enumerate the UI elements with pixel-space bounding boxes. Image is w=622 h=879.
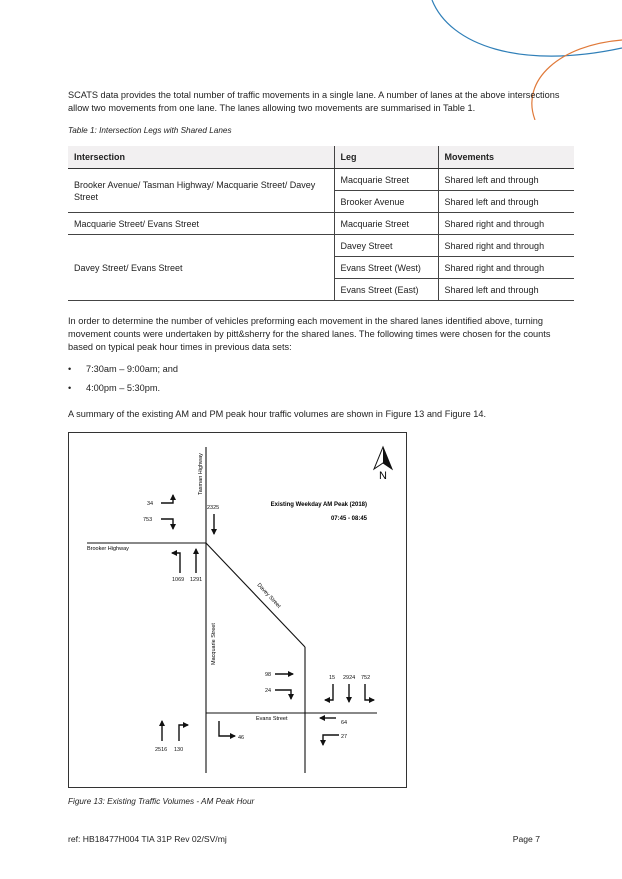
movements-cell: Shared right and through bbox=[438, 213, 574, 235]
volume-label: 64 bbox=[341, 720, 348, 726]
volume-label: 27 bbox=[341, 734, 348, 740]
page-number: Page 7 bbox=[512, 834, 540, 844]
north-label: N bbox=[379, 470, 387, 482]
volume-label: 2516 bbox=[155, 747, 168, 753]
volume-label: 130 bbox=[174, 747, 184, 753]
intersection-cell: Brooker Avenue/ Tasman Highway/ Macquarie Street/ Davey Street bbox=[68, 169, 334, 213]
leg-cell: Macquarie Street bbox=[334, 169, 438, 191]
leg-cell: Macquarie Street bbox=[334, 213, 438, 235]
method-paragraph: In order to determine the number of vehicles preforming each movement in the shared lanes identified above, turning movement counts were undertaken by pitt&sherry for the shared lanes. The following times were chosen for the counts based on typical peak hour times in previous data sets: bbox=[68, 316, 551, 352]
volume-label: 752 bbox=[361, 675, 371, 681]
movement-arrow-15 bbox=[325, 684, 333, 700]
summary-paragraph: A summary of the existing AM and PM peak hour traffic volumes are shown in Figure 13 and Figure 14. bbox=[68, 409, 487, 419]
footer-reference: ref: HB18477H004 TIA 31P Rev 02/SV/mj bbox=[68, 834, 227, 844]
davey-street-label: Davey Street bbox=[255, 582, 282, 610]
table-caption: Table 1: Intersection Legs with Shared Lanes bbox=[68, 126, 232, 135]
volume-label: 46 bbox=[238, 735, 245, 741]
volume-label: 98 bbox=[265, 672, 272, 678]
movement-arrow-24 bbox=[275, 690, 291, 699]
table-row bbox=[68, 235, 574, 257]
brooker-highway-label: Brooker Highway bbox=[87, 546, 129, 552]
movement-arrow-34 bbox=[161, 495, 173, 503]
movements-cell: Shared right and through bbox=[438, 235, 574, 257]
movement-arrow-1069 bbox=[172, 553, 180, 573]
movements-cell: Shared right and through bbox=[438, 257, 574, 279]
volume-label: 24 bbox=[265, 688, 272, 694]
leg-cell: Evans Street (West) bbox=[334, 257, 438, 279]
network-svg bbox=[69, 433, 408, 789]
shared-lanes-table bbox=[68, 146, 574, 301]
figure-13-diagram bbox=[68, 432, 407, 788]
leg-cell: Davey Street bbox=[334, 235, 438, 257]
movements-cell: Shared left and through bbox=[438, 191, 574, 213]
header-leg: Leg bbox=[334, 146, 438, 169]
volume-label: 753 bbox=[143, 517, 153, 523]
volume-label: 15 bbox=[329, 675, 336, 681]
header-movements: Movements bbox=[438, 146, 574, 169]
volume-label: 1069 bbox=[172, 577, 185, 583]
blue-curve bbox=[432, 0, 622, 56]
table-row bbox=[68, 213, 574, 235]
figure-period: 07:45 - 08:45 bbox=[330, 516, 367, 522]
leg-cell: Brooker Avenue bbox=[334, 191, 438, 213]
volume-label: 34 bbox=[147, 501, 154, 507]
intro-paragraph: SCATS data provides the total number of traffic movements in a single lane. A number of lanes at the above intersections allow two movements from one lane. The lanes allowing two movements are summarised in Table 1. bbox=[68, 90, 560, 113]
volume-label: 1291 bbox=[190, 577, 203, 583]
movement-arrow-27 bbox=[323, 735, 339, 745]
evans-street-label: Evans Street bbox=[256, 716, 288, 722]
intersection-cell: Davey Street/ Evans Street bbox=[68, 235, 334, 301]
count-times-list bbox=[68, 363, 178, 401]
list-item: • 4:00pm – 5:30pm. bbox=[68, 382, 178, 401]
movement-arrow-46 bbox=[219, 721, 235, 736]
davey-street-road bbox=[206, 543, 305, 647]
volume-label: 2325 bbox=[207, 505, 220, 511]
list-item: • 7:30am – 9:00am; and bbox=[68, 363, 178, 382]
figure-caption: Figure 13: Existing Traffic Volumes - AM Peak Hour bbox=[68, 797, 255, 806]
movements-cell: Shared left and through bbox=[438, 169, 574, 191]
header-intersection: Intersection bbox=[68, 146, 334, 169]
intersection-cell: Macquarie Street/ Evans Street bbox=[68, 213, 334, 235]
volume-label: 2924 bbox=[343, 675, 356, 681]
movement-arrow-130 bbox=[179, 725, 188, 741]
movements-cell: Shared left and through bbox=[438, 279, 574, 301]
table-row bbox=[68, 169, 574, 191]
movement-arrow-752 bbox=[365, 684, 374, 700]
movement-arrow-753 bbox=[161, 519, 173, 529]
tasman-highway-label: Tasman Highway bbox=[198, 453, 204, 495]
leg-cell: Evans Street (East) bbox=[334, 279, 438, 301]
table-header-row bbox=[68, 146, 574, 169]
figure-title: Existing Weekday AM Peak (2018) bbox=[270, 502, 367, 508]
macquarie-street-label: Macquarie Street bbox=[211, 623, 217, 665]
